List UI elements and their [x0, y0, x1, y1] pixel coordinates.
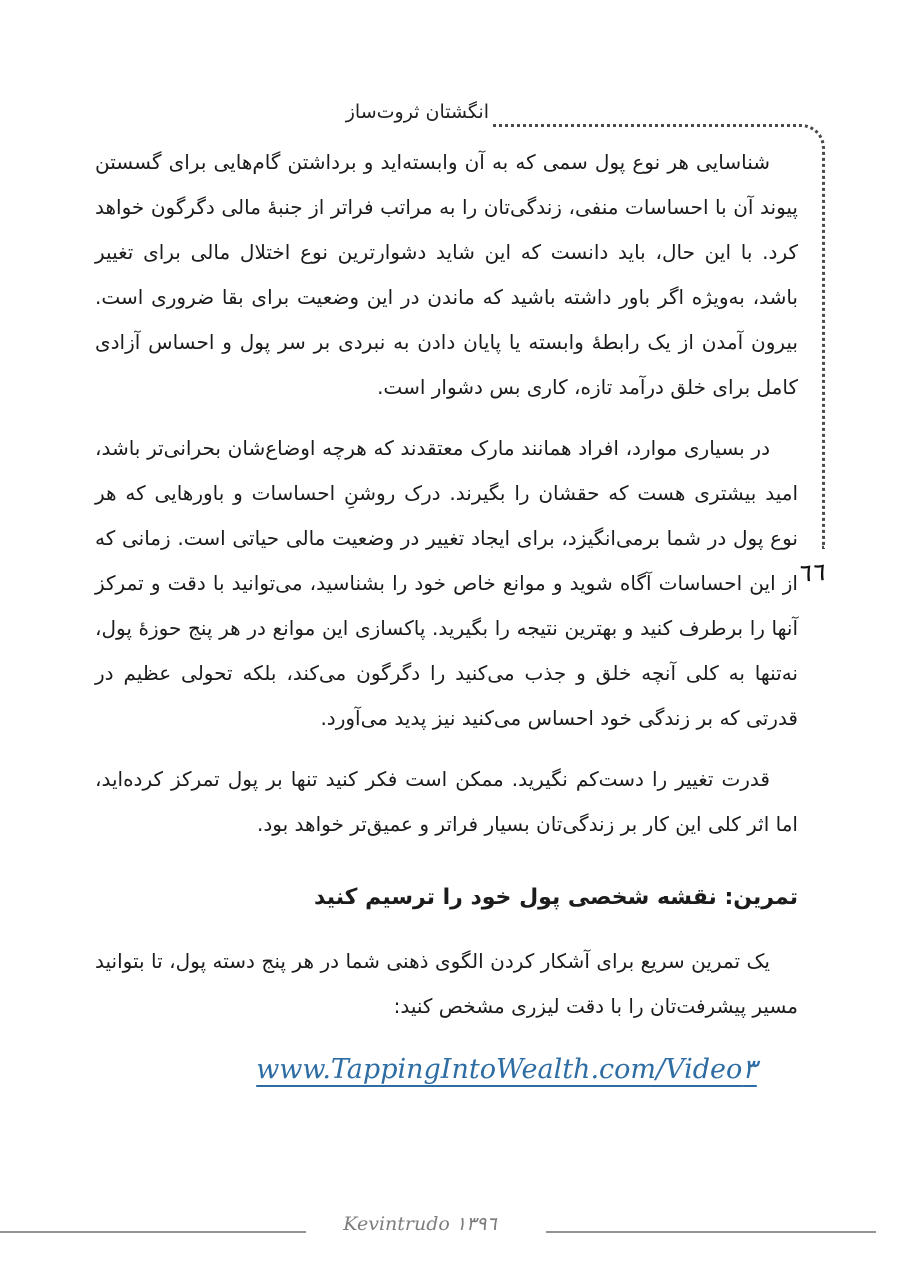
footer-rule-left — [0, 1231, 306, 1233]
body-text-column — [95, 140, 798, 1094]
paragraph-2: در بسیاری موارد، افراد همانند مارک معتقدند که هرچه اوضاع‌شان بحرانی‌تر باشد، امید بیشتری هست که حقشان را بگیرند. درک روشنِ احساسات و باورهایی که هر نوع پول در شما برمی‌انگیزد، برای ایجاد تغییر در وضعیت مالی حیاتی است. زمانی که از این احساسات آگاه شوید و موانع خاص خود را بشناسید، می‌توانید با دقت و تمرکز آنها را برطرف کنید و بهترین نتیجه را بگیرید. پاکسازی این موانع در هر پنج حوزهٔ پول، نه‌تنها به کلی آنچه خلق و جذب می‌کنید را دگرگون می‌کند، بلکه تحولی عظیم در قدرتی که بر زندگی خود احساس می‌کنید نیز پدید می‌آورد. — [95, 436, 798, 730]
video-link-row — [155, 1047, 858, 1094]
video-url-link[interactable]: www.TappingIntoWealth.com/Video٣ — [256, 1054, 757, 1085]
exercise-heading: تمرین: نقشه شخصی پول خود را ترسیم کنید — [314, 885, 798, 910]
paragraph-3: قدرت تغییر را دست‌کم نگیرید. ممکن است فکر کنید تنها بر پول تمرکز کرده‌اید، اما اثر کلی این کار بر زندگی‌تان بسیار فراتر و عمیق‌تر خواهد بود. — [95, 767, 798, 836]
footer-credit: Kevintrudo ١٣٩٦ — [343, 1213, 497, 1235]
chapter-running-head: انگشتان ثروت‌ساز — [345, 101, 489, 123]
exercise-intro-paragraph: یک تمرین سریع برای آشکار کردن الگوی ذهنی شما در هر پنج دسته پول، تا بتوانید مسیر پیشرفت‌تان را با دقت لیزری مشخص کنید: — [95, 949, 798, 1018]
page-number: ٦٦ — [796, 557, 829, 588]
paragraph-1: شناسایی هر نوع پول سمی که به آن وابسته‌اید و برداشتن گام‌هایی برای گسستن پیوند آن با احساسات منفی، زندگی‌تان را به مراتب فراتر از جنبهٔ مالی دگرگون خواهد کرد. با این حال، باید دانست که این شاید دشوارترین نوع اختلال مالی برای تغییر باشد، به‌ویژه اگر باور داشته باشید که ماندن در این وضعیت برای بقا ضروری است. بیرون آمدن از یک رابطهٔ وابسته یا پایان دادن به نبردی بر سر پول و احساس آزادی کامل برای خلق درآمد تازه، کاری بس دشوار است. — [95, 150, 798, 399]
footer-rule-right — [546, 1231, 876, 1233]
